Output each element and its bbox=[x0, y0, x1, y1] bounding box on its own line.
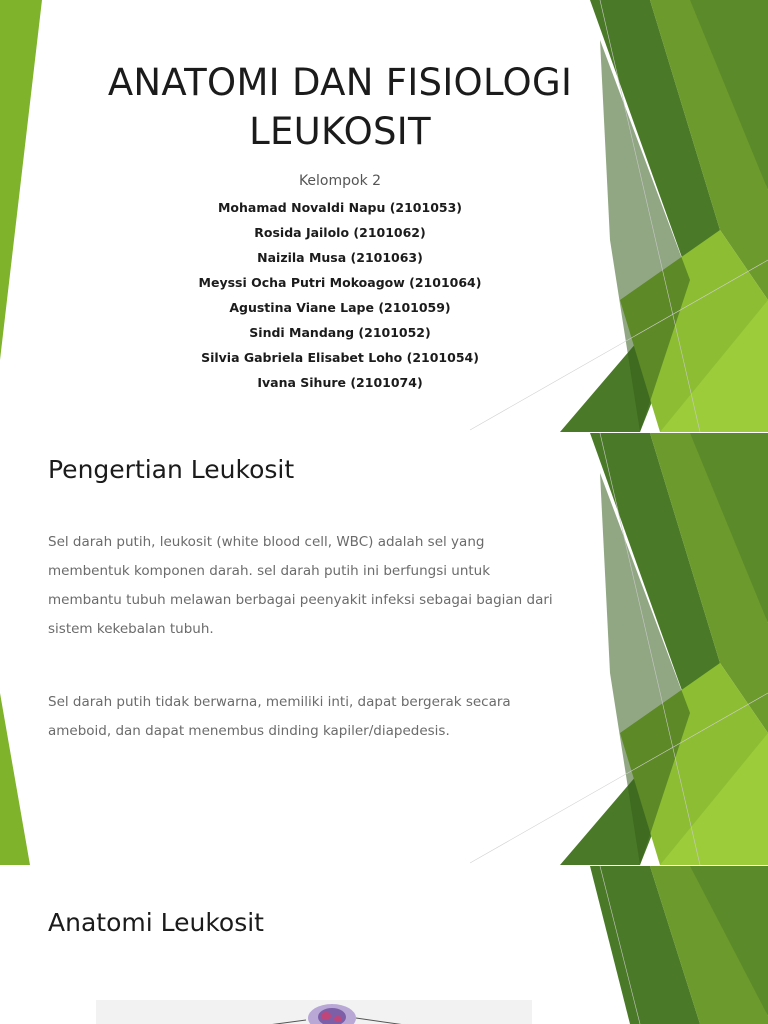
green-facet-decoration bbox=[0, 433, 768, 865]
anatomy-slide bbox=[0, 866, 768, 1024]
member-item: Rosida Jailolo (2101062) bbox=[254, 225, 426, 240]
section-heading: Pengertian Leukosit bbox=[48, 455, 295, 484]
member-item: Naizila Musa (2101063) bbox=[257, 250, 423, 265]
member-item: Sindi Mandang (2101052) bbox=[249, 325, 431, 340]
member-item: Agustina Viane Lape (2101059) bbox=[229, 300, 451, 315]
characteristics-paragraph: Sel darah putih tidak berwarna, memiliki inti, dapat bergerak secara ameboid, dan dapat menembus dinding kapiler/diapedesis. bbox=[48, 694, 511, 739]
section-heading: Anatomi Leukosit bbox=[48, 908, 264, 937]
title-slide bbox=[0, 0, 768, 432]
group-label: Kelompok 2 bbox=[298, 173, 382, 189]
member-item: Meyssi Ocha Putri Mokoagow (2101064) bbox=[198, 275, 482, 290]
cell-illustration bbox=[96, 1000, 532, 1024]
member-item: Silvia Gabriela Elisabet Loho (2101054) bbox=[201, 350, 479, 365]
group-info bbox=[140, 170, 540, 395]
presentation-title: ANATOMI DAN FISIOLOGI LEUKOSIT bbox=[107, 61, 573, 153]
member-item: Ivana Sihure (2101074) bbox=[257, 375, 423, 390]
member-item: Mohamad Novaldi Napu (2101053) bbox=[217, 200, 463, 215]
leukocyte-diagram bbox=[96, 1000, 532, 1024]
definition-paragraph: Sel darah putih, leukosit (white blood cell, WBC) adalah sel yang membentuk komponen darah. sel darah putih ini berfungsi untuk membantu tubuh melawan berbagai peenyakit infeksi sebagai bagian dari sistem kekebalan tubuh. bbox=[48, 534, 553, 637]
definition-slide bbox=[0, 433, 768, 865]
